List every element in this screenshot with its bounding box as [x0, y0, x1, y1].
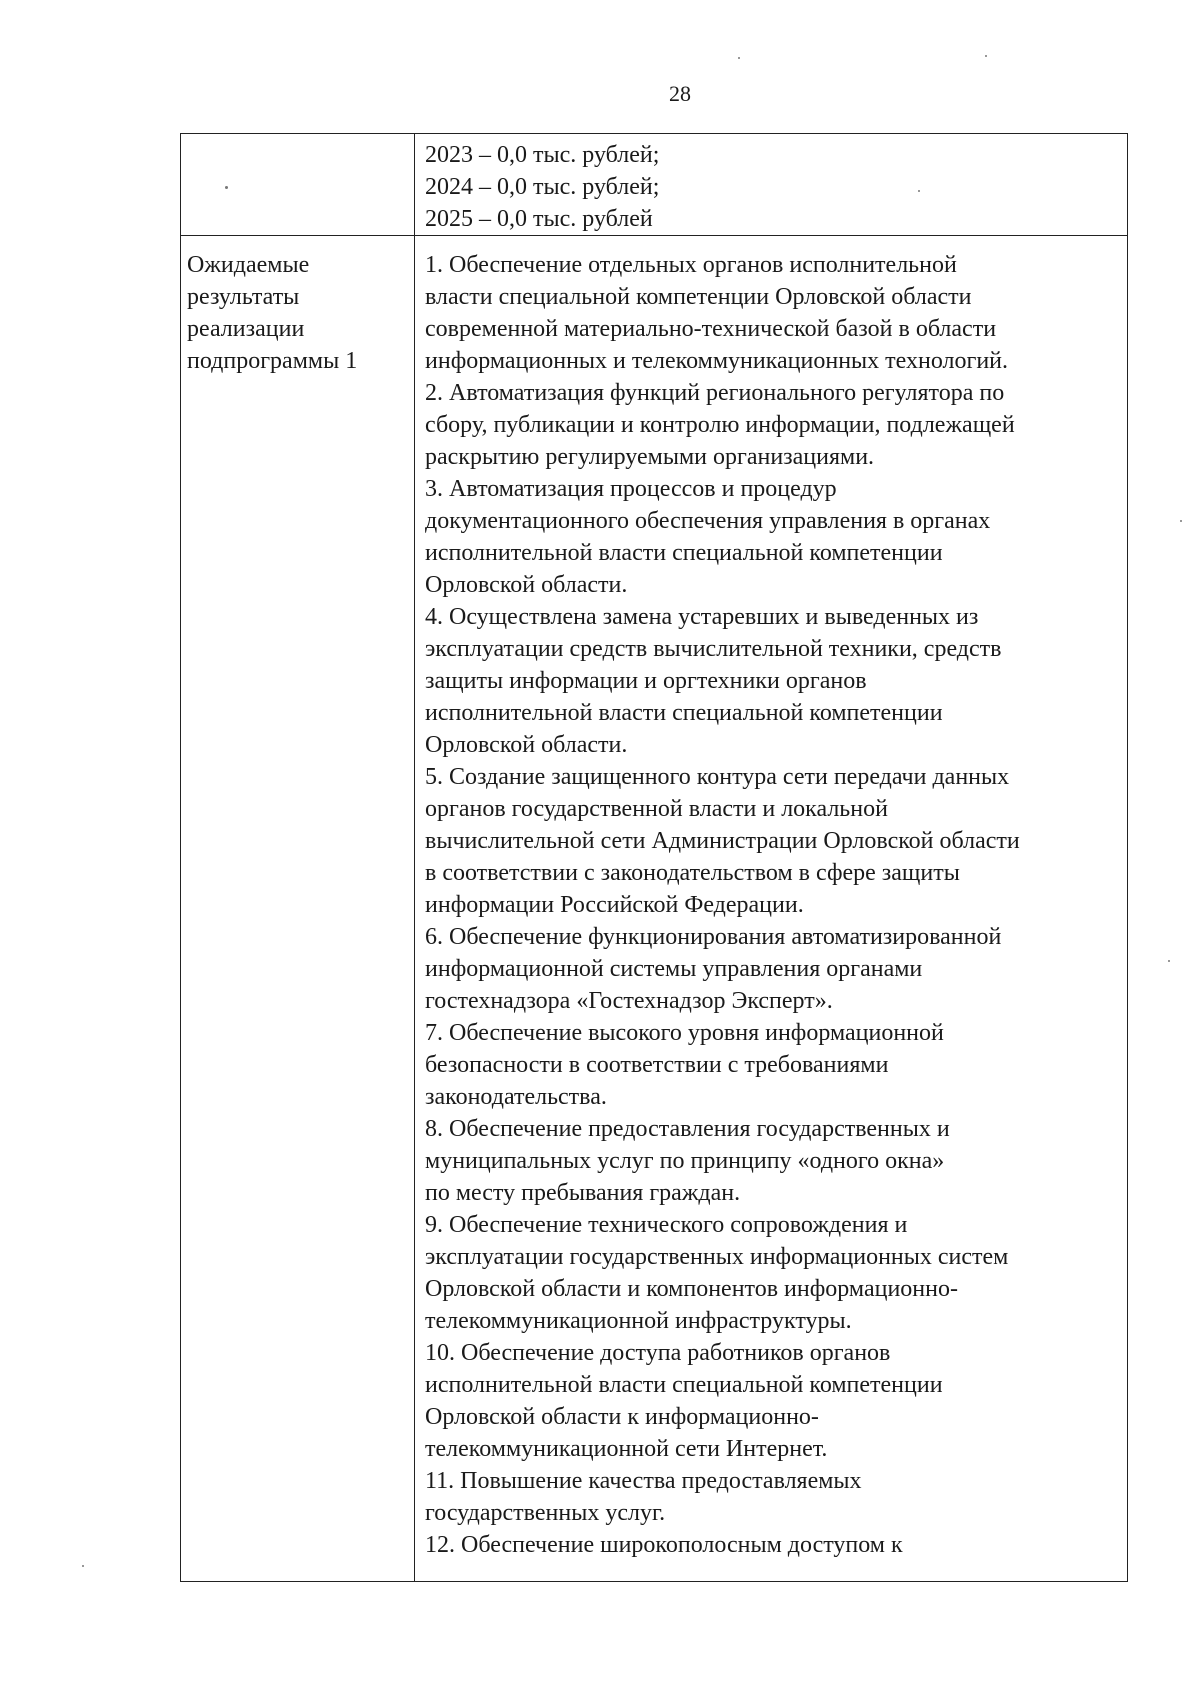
table-cell-funding-years [415, 134, 1127, 235]
label-line: Ожидаемые [187, 252, 310, 278]
result-text-line: Орловской области к информационно- [425, 1404, 819, 1430]
scan-speck [1180, 520, 1182, 522]
result-text-line: 10. Обеспечение доступа работников органов [425, 1340, 891, 1366]
result-text-line: гостехнадзора «Гостехнадзор Эксперт». [425, 988, 833, 1014]
result-text-line: 3. Автоматизация процессов и процедур [425, 476, 837, 502]
scan-speck [918, 190, 920, 192]
label-line: результаты [187, 284, 300, 310]
result-text-line: органов государственной власти и локальной [425, 796, 888, 822]
result-text-line: 9. Обеспечение технического сопровождения и [425, 1212, 908, 1238]
scan-speck [738, 57, 740, 59]
result-text-line: 5. Создание защищенного контура сети передачи данных [425, 764, 1010, 790]
result-text-line: документационного обеспечения управления в органах [425, 508, 991, 534]
result-text-line: по месту пребывания граждан. [425, 1180, 741, 1206]
result-text-line: 12. Обеспечение широкополосным доступом к [425, 1532, 903, 1558]
result-text-line: эксплуатации государственных информационных систем [425, 1244, 1009, 1270]
passport-table [180, 133, 1128, 1582]
label-line: реализации [187, 316, 305, 342]
result-text-line: государственных услуг. [425, 1500, 666, 1526]
result-text-line: защиты информации и оргтехники органов [425, 668, 867, 694]
result-text-line: 11. Повышение качества предоставляемых [425, 1468, 862, 1494]
table-row-funding [181, 134, 1127, 236]
result-text-line: раскрытию регулируемыми организациями. [425, 444, 875, 470]
scan-speck [82, 1565, 84, 1567]
result-text-line: 4. Осуществлена замена устаревших и выведенных из [425, 604, 979, 630]
result-text-line: 7. Обеспечение высокого уровня информационной [425, 1020, 944, 1046]
table-cell-left-empty [181, 134, 415, 235]
result-text-line: информационной системы управления органами [425, 956, 923, 982]
page-number: 28 [669, 81, 691, 106]
result-text-line: 2. Автоматизация функций регионального регулятора по [425, 380, 1005, 406]
result-text-line: исполнительной власти специальной компетенции [425, 540, 943, 566]
result-text-line: Орловской области и компонентов информационно- [425, 1276, 958, 1302]
result-text-line: безопасности в соответствии с требованиями [425, 1052, 889, 1078]
scan-speck [225, 186, 228, 189]
result-text-line: телекоммуникационной сети Интернет. [425, 1436, 828, 1462]
result-text-line: сбору, публикации и контролю информации, подлежащей [425, 412, 1015, 438]
result-text-line: в соответствии с законодательством в сфере защиты [425, 860, 960, 886]
scan-speck [1168, 960, 1170, 962]
result-text-line: 8. Обеспечение предоставления государственных и [425, 1116, 950, 1142]
result-text-line: вычислительной сети Администрации Орловской области [425, 828, 1020, 854]
table-cell-expected-results-label [181, 236, 415, 1581]
result-text-line: 1. Обеспечение отдельных органов исполнительной [425, 252, 957, 278]
result-text-line: исполнительной власти специальной компетенции [425, 1372, 943, 1398]
result-text-line: муниципальных услуг по принципу «одного окна» [425, 1148, 945, 1174]
funding-line-2023: 2023 – 0,0 тыс. рублей; [425, 142, 660, 168]
table-cell-expected-results-list [415, 236, 1127, 1581]
result-text-line: информации Российской Федерации. [425, 892, 804, 918]
result-text-line: Орловской области. [425, 572, 628, 598]
funding-line-2025: 2025 – 0,0 тыс. рублей [425, 206, 653, 232]
result-text-line: информационных и телекоммуникационных технологий. [425, 348, 1009, 374]
result-text-line: телекоммуникационной инфраструктуры. [425, 1308, 852, 1334]
result-text-line: исполнительной власти специальной компетенции [425, 700, 943, 726]
funding-line-2024: 2024 – 0,0 тыс. рублей; [425, 174, 660, 200]
label-line: подпрограммы 1 [187, 348, 358, 374]
result-text-line: эксплуатации средств вычислительной техники, средств [425, 636, 1002, 662]
result-text-line: современной материально-технической базой в области [425, 316, 997, 342]
result-text-line: законодательства. [425, 1084, 607, 1110]
result-text-line: власти специальной компетенции Орловской области [425, 284, 972, 310]
result-text-line: 6. Обеспечение функционирования автоматизированной [425, 924, 1002, 950]
table-row-expected-results [181, 236, 1127, 1581]
result-text-line: Орловской области. [425, 732, 628, 758]
scan-speck [985, 55, 987, 57]
